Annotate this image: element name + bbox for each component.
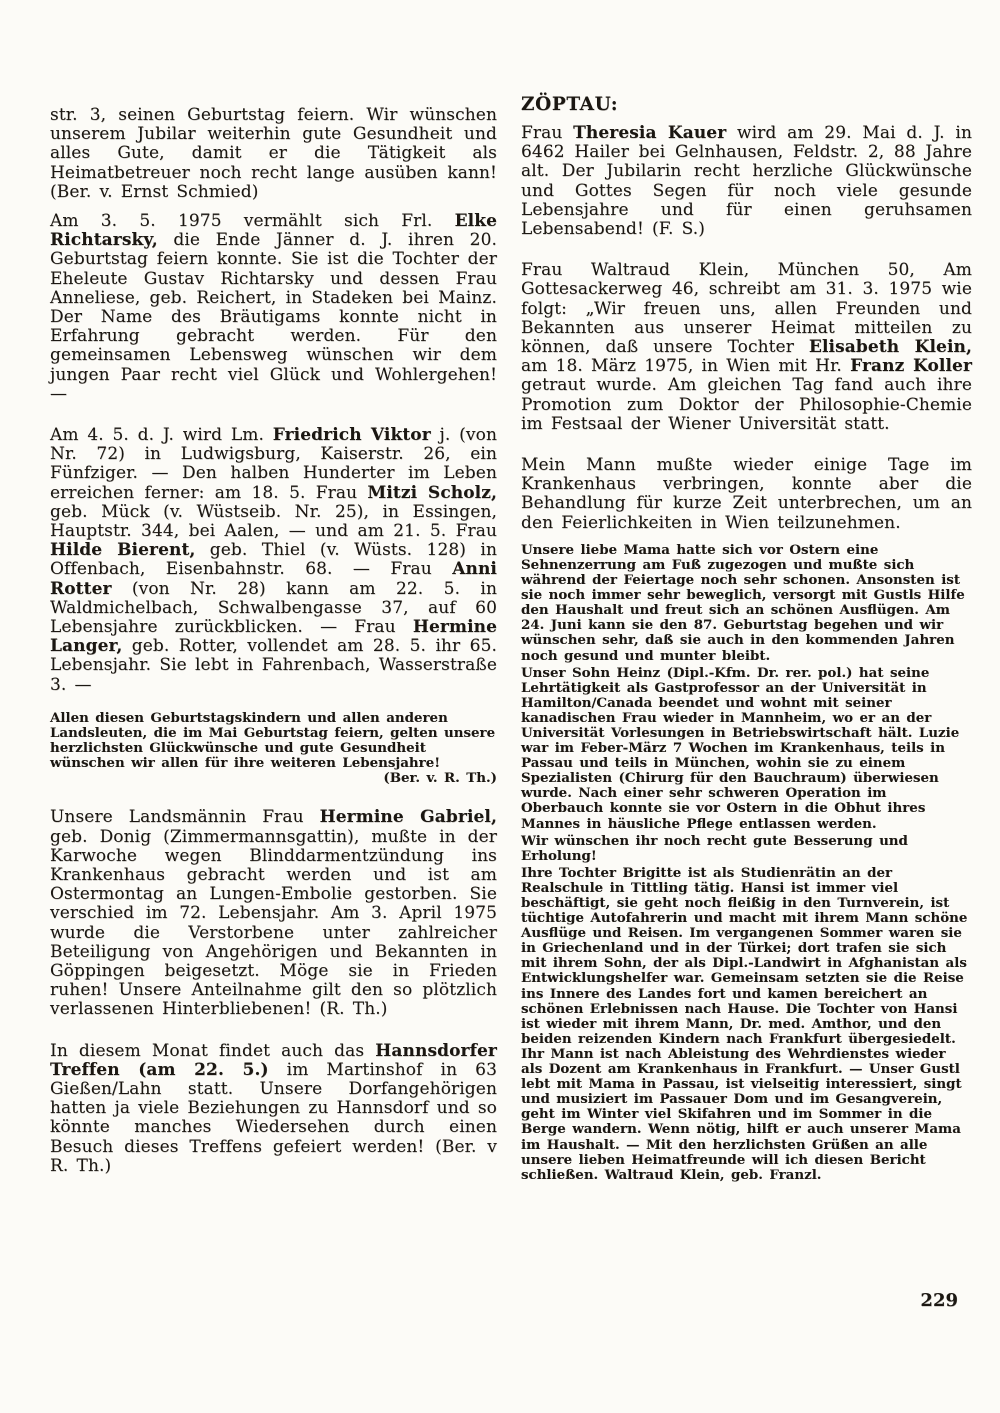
paragraph (521, 456, 972, 533)
text-run: Wir wünschen ihr noch recht gute Besserung und Erholung! (521, 832, 908, 864)
paragraph (50, 106, 497, 202)
text-run: Ihre Tochter Brigitte ist als Studienrätin an der Realschule in Tittling tätig. Hansi ist immer viel beschäftigt, sie geht noch fleißig in den Turnverein, ist tüchtige Autofahrerin und macht mit ihrem Mann schöne Ausflüge und Reisen. Im vergangenen Sommer waren sie in Griechenland und in der Türkei; dort trafen sie sich mit ihrem Sohn, der als Dipl.-Landwirt in Afghanistan als Entwicklungshelfer war. Gemeinsam setzten sie die Reise ins Innere des Landes fort und kamen bereichert an schönen Erlebnissen nach Hause. Die Tochter von Hansi ist wieder mit ihrem Mann, Dr. med. Amthor, und den beiden reizenden Kindern nach Frankfurt übergesiedelt. Ihr Mann ist nach Ableistung des Wehrdienstes wieder als Dozent am Krankenhaus in Frankfurt. — Unser Gustl lebt mit Mama in Passau, ist vielseitig interessiert, singt und musiziert im Passauer Dom und im Gesangverein, geht im Winter viel Skifahren und im Sommer in die Berge wandern. Wenn nötig, hilft er auch unserer Mama im Haushalt. — Mit den herzlichsten Grüßen an alle unsere lieben Heimatfreunde will ich diesen Bericht schließen. Waltraud Klein, geb. Franzl. (521, 864, 968, 1183)
emphasized-person-name: Friedrich Viktor (272, 425, 431, 446)
text-run: die Ende Jänner d. J. ihren 20. Geburtstag feiern konnte. Sie ist die Tochter der Eheleute Gustav Richtarsky und dessen Frau Anneliese, geb. Reichert, in Stadeken bei Mainz. Der Name des Bräutigams konnte nicht in Erfahrung gebracht werden. Für den gemeinsamen Lebensweg wünschen wir dem jungen Paar recht viel Glück und Wohlergehen! — (50, 230, 497, 404)
emphasized-person-name: Theresia Kauer (573, 123, 727, 143)
paragraph (521, 866, 972, 1183)
text-run: (von Nr. 28) kann am 22. 5. in Waldmichelbach, Schwalbengasse 37, auf 60 Lebensjahre zurückblicken. — Frau (50, 578, 497, 638)
emphasized-person-name: Hermine Gabriel, (319, 807, 497, 828)
byline-right: (Ber. v. R. Th.) (383, 770, 497, 787)
emphasized-person-name: Anni Rotter (50, 559, 497, 599)
page-number: 229 (920, 1290, 958, 1311)
paragraph (50, 212, 497, 404)
text-run: geb. Thiel (v. Wüsts. 128) in Offenbach, Eisenbahnstr. 68. — Frau (50, 540, 497, 580)
right-column (521, 94, 972, 1186)
paragraph (521, 124, 972, 239)
text-run: str. 3, seinen Geburtstag feiern. Wir wünschen unserem Jubilar weiterhin gute Gesundheit und alles Gute, damit er die Tätigkeit als Heimatbetreuer noch recht lange ausüben kann! (Ber. v. Ernst Schmied) (50, 105, 497, 202)
paragraph (50, 808, 497, 1019)
emphasized-person-name: Franz Koller (850, 356, 973, 377)
section-heading-zoeptau: ZÖPTAU: (521, 94, 619, 115)
emphasized-person-name: Elke Richtarsky, (50, 211, 497, 251)
text-run: Frau Waltraud Klein, München 50, Am Gottesackerweg 46, schreibt am 31. 3. 1975 wie folgt: „Wir freuen uns, allen Freunden und Bekannten aus unserer Heimat mitteilen zu können, daß unsere Tochter (521, 260, 972, 358)
text-run: Frau (521, 123, 574, 143)
text-run: geb. Mück (v. Wüstseib. Nr. 25), in Essingen, Hauptstr. 344, bei Aalen, — und am 21. 5. Frau (50, 501, 497, 542)
emphasized-person-name: Mitzi Scholz, (367, 482, 497, 503)
emphasized-person-name: Elisabeth Klein, (808, 337, 973, 358)
text-run: geb. Rotter, vollendet am 28. 5. ihr 65. Lebensjahr. Sie lebt in Fahrenbach, Wasserstraße 3. — (50, 636, 497, 695)
right-column-paragraphs (521, 124, 972, 1183)
emphasized-person-name: Hilde Bierent, (50, 540, 196, 561)
paragraph (521, 543, 972, 664)
text-run: Allen diesen Geburtstagskindern und allen anderen Landsleuten, die im Mai Geburtstag feiern, gelten unsere herzlichsten Glückwünsche und gute Gesundheit wünschen wir allen für ihre weiteren Lebensjahre! (50, 709, 496, 772)
emphasized-person-name: Hannsdorfer Treffen (am 22. 5.) (50, 1040, 497, 1080)
emphasized-person-name: Hermine Langer, (50, 617, 497, 657)
text-run: geb. Donig (Zimmermannsgattin), mußte in der Karwoche wegen Blinddarmentzündung ins Krankenhaus gebracht werden und ist am Ostermontag an Lungen-Embolie gestorben. Sie verschied im 72. Lebensjahr. Am 3. April 1975 wurde die Verstorbene unter zahlreicher Beteiligung von Angehörigen und Bekannten in Göppingen beigesetzt. Möge sie in Frieden ruhen! Unsere Anteilnahme gilt den so plötzlich verlassenen Hinterbliebenen! (R. Th.) (50, 826, 497, 1020)
text-run: j. (von Nr. 72) in Ludwigsburg, Kaiserstr. 26, ein Fünfziger. — Den halben Hunderter im Leben erreichen ferner: am 18. 5. Frau (50, 425, 497, 503)
left-column (50, 94, 497, 1186)
paragraph (50, 711, 497, 786)
paragraph (521, 834, 972, 864)
text-run: wird am 29. Mai d. J. in 6462 Hailer bei Gelnhausen, Feldstr. 2, 88 Jahre alt. Der Jubilarin recht herzliche Glückwünsche und Gottes Segen für noch viele gesunde Lebensjahre und für einen geruhsamen Lebensabend! (F. S.) (521, 123, 972, 240)
text-run: Unsere liebe Mama hatte sich vor Ostern eine Sehnenzerrung am Fuß zugezogen und mußte sich während der Feiertage noch sehr schonen. Ansonsten ist sie noch immer sehr beweglich, versorgt mit Gustls Hilfe den Haushalt und freut sich an schönen Ausflügen. Am 24. Juni kann sie den 87. Geburtstag begehen und wir wünschen sehr, daß sie auch in den kommenden Jahren noch gesund und munter bleibt. (521, 541, 965, 664)
paragraph (521, 261, 972, 434)
paragraph (50, 426, 497, 695)
paragraph (521, 666, 972, 832)
text-run: am 18. März 1975, in Wien mit Hr. (521, 356, 851, 377)
text-run: Unser Sohn Heinz (Dipl.-Kfm. Dr. rer. pol.) hat seine Lehrtätigkeit als Gastprofessor an der Universität in Hamilton/Canada beendet und wohnt mit seiner kanadischen Frau wieder in Mannheim, wo er an der Universität Vorlesungen in Betriebswirtschaft hält. Luzie war im Feber-März 7 Wochen im Krankenhaus, teils in Passau und teils in München, wohin sie zu einem Spezialisten (Chirurg für den Bauchraum) überwiesen wurde. Nach einer sehr schweren Operation im Oberbauch konnte sie vor Ostern in die Obhut ihres Mannes in häusliche Pflege entlassen werden. (521, 664, 960, 832)
paragraph (50, 1042, 497, 1176)
text-run: Unsere Landsmännin Frau (50, 807, 320, 828)
text-run: Am 3. 5. 1975 vermählt sich Frl. (50, 211, 455, 232)
text-run: Mein Mann mußte wieder einige Tage im Krankenhaus verbringen, konnte aber die Behandlung für kurze Zeit unterbrechen, um an den Feierlichkeiten in Wien teilzunehmen. (521, 455, 972, 533)
text-run: Am 4. 5. d. J. wird Lm. (50, 425, 273, 446)
text-run: getraut wurde. Am gleichen Tag fand auch ihre Promotion zum Doktor der Philosophie-Chemie im Festsaal der Wiener Universität statt. (521, 375, 972, 434)
text-run: im Martinshof in 63 Gießen/Lahn statt. Unsere Dorfangehörigen hatten ja viele Beziehungen zu Hannsdorf und so könnte manches Wiedersehen durch einen Besuch dieses Treffens gefeiert werden! (Ber. v R. Th.) (50, 1059, 497, 1176)
text-run: In diesem Monat findet auch das (50, 1040, 376, 1061)
